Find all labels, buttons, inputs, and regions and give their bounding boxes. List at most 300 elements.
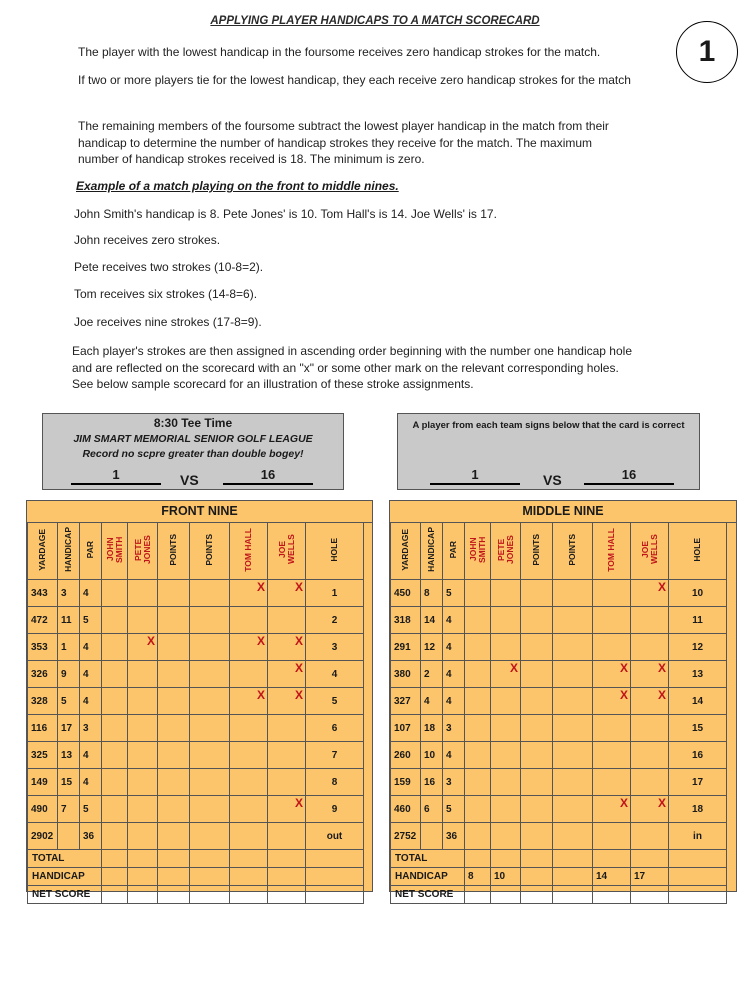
handicap-row-john[interactable]: 8 — [465, 868, 491, 886]
total-john — [465, 823, 491, 850]
cell-joe[interactable] — [268, 796, 306, 823]
hole-row — [28, 796, 364, 823]
total-hole: out — [306, 823, 364, 850]
cell-pete[interactable] — [128, 796, 158, 823]
cell-yardage: 326 — [28, 661, 58, 688]
cell-hole: 12 — [669, 634, 727, 661]
cell-tom[interactable] — [593, 634, 631, 661]
cell-joe[interactable] — [268, 769, 306, 796]
column-header-label: HOLE — [692, 537, 702, 562]
total-par: 36 — [80, 823, 102, 850]
net-score-row-hole — [669, 886, 727, 904]
net-score-row-john[interactable] — [465, 886, 491, 904]
hole-row — [391, 688, 727, 715]
cell-joe[interactable] — [631, 607, 669, 634]
cell-par: 3 — [443, 769, 465, 796]
cell-par: 4 — [80, 742, 102, 769]
cell-handicap: 11 — [58, 607, 80, 634]
cell-points2[interactable] — [553, 607, 593, 634]
cell-points1[interactable] — [158, 769, 190, 796]
cell-john[interactable] — [465, 634, 491, 661]
cell-points1[interactable] — [521, 742, 553, 769]
cell-yardage: 327 — [391, 688, 421, 715]
cell-points1[interactable] — [521, 607, 553, 634]
cell-handicap: 6 — [421, 796, 443, 823]
handicap-row-pete[interactable] — [128, 868, 158, 886]
cell-john[interactable] — [102, 769, 128, 796]
cell-points1[interactable] — [521, 580, 553, 607]
cell-joe[interactable] — [631, 769, 669, 796]
column-header-label: PETE JONES — [132, 535, 152, 564]
column-header-hole — [669, 523, 727, 580]
cell-john[interactable] — [465, 742, 491, 769]
cell-pete[interactable] — [128, 580, 158, 607]
cell-hole: 18 — [669, 796, 727, 823]
cell-points2[interactable] — [190, 607, 230, 634]
hole-row — [391, 742, 727, 769]
cell-john[interactable] — [102, 661, 128, 688]
cell-john[interactable] — [465, 607, 491, 634]
handicap-row-tom[interactable]: 14 — [593, 868, 631, 886]
cell-points2[interactable] — [553, 796, 593, 823]
total-points1 — [158, 823, 190, 850]
cell-tom[interactable] — [230, 796, 268, 823]
cell-tom[interactable] — [230, 607, 268, 634]
hole-row — [391, 634, 727, 661]
cell-joe[interactable] — [631, 661, 669, 688]
total-row-label: TOTAL — [391, 850, 465, 868]
column-header-points2 — [553, 523, 593, 580]
net-score-row-points1[interactable] — [521, 886, 553, 904]
cell-pete[interactable] — [128, 715, 158, 742]
cell-john[interactable] — [465, 715, 491, 742]
cell-points2[interactable] — [190, 580, 230, 607]
handicap-row-hole — [669, 868, 727, 886]
cell-points2[interactable] — [190, 715, 230, 742]
cell-points1[interactable] — [521, 661, 553, 688]
cell-tom[interactable] — [593, 796, 631, 823]
cell-points2[interactable] — [190, 742, 230, 769]
column-header-john — [102, 523, 128, 580]
cell-hole: 2 — [306, 607, 364, 634]
hole-row — [28, 688, 364, 715]
cell-points1[interactable] — [521, 715, 553, 742]
handicap-row-points2[interactable] — [190, 868, 230, 886]
column-header-label: PETE JONES — [495, 535, 515, 564]
cell-pete[interactable] — [128, 634, 158, 661]
hole-row — [28, 715, 364, 742]
stroke-mark: X — [657, 580, 666, 594]
cell-handicap: 1 — [58, 634, 80, 661]
cell-points2[interactable] — [190, 688, 230, 715]
net-score-row-pete[interactable] — [128, 886, 158, 904]
cell-joe[interactable] — [268, 688, 306, 715]
totals-row — [391, 823, 727, 850]
cell-hole: 8 — [306, 769, 364, 796]
total-yardage: 2902 — [28, 823, 58, 850]
column-header-pete — [491, 523, 521, 580]
column-header-label: HANDICAP — [63, 527, 73, 572]
net-score-row-tom[interactable] — [593, 886, 631, 904]
signature-header — [397, 413, 700, 490]
cell-hole: 5 — [306, 688, 364, 715]
cell-points2[interactable] — [553, 580, 593, 607]
cell-tom[interactable] — [230, 661, 268, 688]
cell-joe[interactable] — [268, 607, 306, 634]
cell-yardage: 291 — [391, 634, 421, 661]
document-title: APPLYING PLAYER HANDICAPS TO A MATCH SCORECARD — [210, 15, 540, 27]
cell-pete[interactable] — [491, 796, 521, 823]
team-b-number: 16 — [584, 467, 674, 485]
hole-row — [28, 769, 364, 796]
cell-par: 4 — [443, 661, 465, 688]
total-handicap — [421, 823, 443, 850]
cell-tom[interactable] — [593, 769, 631, 796]
cell-tom[interactable] — [593, 742, 631, 769]
cell-points1[interactable] — [521, 769, 553, 796]
stroke-mark: X — [619, 796, 628, 810]
cell-par: 4 — [80, 688, 102, 715]
net-score-row — [391, 886, 727, 904]
net-score-row-points2[interactable] — [553, 886, 593, 904]
handicap-row-points1[interactable] — [521, 868, 553, 886]
cell-pete[interactable] — [128, 769, 158, 796]
net-score-row-hole — [306, 886, 364, 904]
cell-tom[interactable] — [230, 715, 268, 742]
front-nine-title: FRONT NINE — [27, 501, 372, 523]
total-row-tom[interactable] — [230, 850, 268, 868]
cell-joe[interactable] — [631, 688, 669, 715]
cell-joe[interactable] — [631, 742, 669, 769]
cell-par: 4 — [80, 769, 102, 796]
net-score-row-joe[interactable] — [631, 886, 669, 904]
cell-points1[interactable] — [158, 742, 190, 769]
cell-tom[interactable] — [230, 742, 268, 769]
cell-points2[interactable] — [553, 634, 593, 661]
handicap-row-hole — [306, 868, 364, 886]
cell-joe[interactable] — [268, 580, 306, 607]
cell-yardage: 490 — [28, 796, 58, 823]
cell-pete[interactable] — [128, 688, 158, 715]
total-row-tom[interactable] — [593, 850, 631, 868]
total-joe — [268, 823, 306, 850]
cell-tom[interactable] — [230, 580, 268, 607]
total-pete — [128, 823, 158, 850]
handicap-row-points2[interactable] — [553, 868, 593, 886]
cell-points1[interactable] — [521, 796, 553, 823]
cell-par: 4 — [443, 742, 465, 769]
cell-yardage: 318 — [391, 607, 421, 634]
cell-john[interactable] — [465, 796, 491, 823]
cell-hole: 9 — [306, 796, 364, 823]
cell-joe[interactable] — [631, 796, 669, 823]
handicap-row-pete[interactable]: 10 — [491, 868, 521, 886]
total-tom — [230, 823, 268, 850]
column-header-label: POINTS — [168, 533, 178, 566]
cell-john[interactable] — [102, 796, 128, 823]
column-header-row — [28, 523, 364, 580]
total-tom — [593, 823, 631, 850]
cell-points1[interactable] — [158, 607, 190, 634]
cell-points1[interactable] — [158, 688, 190, 715]
column-header-john — [465, 523, 491, 580]
stroke-mark: X — [294, 796, 303, 810]
total-row-points2[interactable] — [190, 850, 230, 868]
middle-nine-title: MIDDLE NINE — [390, 501, 736, 523]
cell-hole: 6 — [306, 715, 364, 742]
cell-pete[interactable] — [491, 769, 521, 796]
handicap-row — [391, 868, 727, 886]
paragraph-lowest-handicap: The player with the lowest handicap in the foursome receives zero handicap strokes for the match. — [78, 45, 601, 59]
cell-john[interactable] — [102, 715, 128, 742]
cell-handicap: 3 — [58, 580, 80, 607]
cell-points1[interactable] — [158, 715, 190, 742]
cell-points2[interactable] — [553, 661, 593, 688]
cell-john[interactable] — [102, 607, 128, 634]
cell-john[interactable] — [465, 769, 491, 796]
column-header-points1 — [521, 523, 553, 580]
net-score-row-tom[interactable] — [230, 886, 268, 904]
cell-pete[interactable] — [491, 688, 521, 715]
cell-handicap: 16 — [421, 769, 443, 796]
cell-tom[interactable] — [230, 634, 268, 661]
cell-hole: 16 — [669, 742, 727, 769]
cell-john[interactable] — [102, 580, 128, 607]
cell-john[interactable] — [465, 688, 491, 715]
team-a-number: 1 — [430, 467, 520, 485]
cell-points2[interactable] — [190, 661, 230, 688]
cell-points2[interactable] — [190, 769, 230, 796]
cell-handicap: 5 — [58, 688, 80, 715]
cell-pete[interactable] — [491, 607, 521, 634]
column-header-label: TOM HALL — [243, 527, 253, 572]
column-header-label: HANDICAP — [426, 527, 436, 572]
team-matchup — [398, 467, 699, 489]
handicap-row-tom[interactable] — [230, 868, 268, 886]
total-yardage: 2752 — [391, 823, 421, 850]
cell-yardage: 260 — [391, 742, 421, 769]
cell-yardage: 149 — [28, 769, 58, 796]
tee-time: 8:30 Tee Time — [153, 416, 233, 430]
stroke-mark: X — [294, 661, 303, 675]
cell-yardage: 116 — [28, 715, 58, 742]
stroke-mark: X — [294, 688, 303, 702]
cell-pete[interactable] — [491, 661, 521, 688]
cell-yardage: 380 — [391, 661, 421, 688]
cell-points1[interactable] — [521, 688, 553, 715]
cell-par: 5 — [443, 796, 465, 823]
cell-joe[interactable] — [268, 715, 306, 742]
total-row-joe[interactable] — [268, 850, 306, 868]
cell-handicap: 7 — [58, 796, 80, 823]
net-score-row-pete[interactable] — [491, 886, 521, 904]
total-row-pete[interactable] — [128, 850, 158, 868]
cell-yardage: 353 — [28, 634, 58, 661]
hole-row — [391, 769, 727, 796]
cell-handicap: 13 — [58, 742, 80, 769]
cell-points2[interactable] — [553, 769, 593, 796]
column-header-label: JOE WELLS — [639, 534, 659, 565]
column-header-label: JOHN SMITH — [467, 536, 487, 563]
handicap-row — [28, 868, 364, 886]
total-row-points1[interactable] — [158, 850, 190, 868]
cell-hole: 13 — [669, 661, 727, 688]
stroke-mark: X — [657, 661, 666, 675]
cell-points2[interactable] — [190, 634, 230, 661]
cell-points1[interactable] — [158, 661, 190, 688]
example-line-joe: Joe receives nine strokes (17-8=9). — [74, 315, 262, 329]
front-nine-table — [27, 522, 364, 904]
column-header-label: PAR — [448, 540, 458, 559]
handicap-row-label: HANDICAP — [28, 868, 102, 886]
cell-tom[interactable] — [593, 580, 631, 607]
cell-pete[interactable] — [128, 661, 158, 688]
column-header-yardage — [28, 523, 58, 580]
total-row-joe[interactable] — [631, 850, 669, 868]
cell-points2[interactable] — [553, 688, 593, 715]
front-nine-scorecard — [26, 500, 373, 900]
paragraph-subtract-rule: The remaining members of the foursome subtract the lowest player handicap in the match from their handicap to determine the number of handicap strokes they receive for the match. The maximum number of handicap strokes received is 18. The minimum is zero. — [78, 119, 609, 166]
cell-hole: 10 — [669, 580, 727, 607]
stroke-mark: X — [509, 661, 518, 675]
cell-yardage: 460 — [391, 796, 421, 823]
handicap-row-joe[interactable]: 17 — [631, 868, 669, 886]
cell-yardage: 107 — [391, 715, 421, 742]
cell-par: 4 — [443, 634, 465, 661]
cell-joe[interactable] — [631, 715, 669, 742]
net-score-row-john[interactable] — [102, 886, 128, 904]
cell-points2[interactable] — [553, 715, 593, 742]
cell-points1[interactable] — [521, 634, 553, 661]
hole-row — [28, 742, 364, 769]
total-row — [28, 850, 364, 868]
column-header-label: HOLE — [329, 537, 339, 562]
cell-handicap: 8 — [421, 580, 443, 607]
column-header-label: JOHN SMITH — [104, 536, 124, 563]
cell-hole: 11 — [669, 607, 727, 634]
net-score-row — [28, 886, 364, 904]
cell-john[interactable] — [465, 580, 491, 607]
stroke-mark: X — [256, 634, 265, 648]
handicap-row-john[interactable] — [102, 868, 128, 886]
example-line-john: John receives zero strokes. — [74, 233, 221, 247]
total-row — [391, 850, 727, 868]
cell-hole: 3 — [306, 634, 364, 661]
total-row-points1[interactable] — [521, 850, 553, 868]
cell-yardage: 328 — [28, 688, 58, 715]
team-a-number: 1 — [71, 467, 161, 485]
handicap-row-points1[interactable] — [158, 868, 190, 886]
vs-label: VS — [180, 472, 199, 488]
handicap-row-label: HANDICAP — [391, 868, 465, 886]
cell-points1[interactable] — [158, 580, 190, 607]
cell-joe[interactable] — [268, 742, 306, 769]
totals-row — [28, 823, 364, 850]
total-row-john[interactable] — [465, 850, 491, 868]
cell-joe[interactable] — [268, 634, 306, 661]
handicap-row-joe[interactable] — [268, 868, 306, 886]
cell-tom[interactable] — [593, 661, 631, 688]
cell-yardage: 159 — [391, 769, 421, 796]
column-header-label: POINTS — [567, 533, 577, 566]
column-header-label: PAR — [85, 540, 95, 559]
stroke-mark: X — [657, 688, 666, 702]
cell-pete[interactable] — [491, 580, 521, 607]
cell-tom[interactable] — [593, 688, 631, 715]
net-score-row-points2[interactable] — [190, 886, 230, 904]
total-row-john[interactable] — [102, 850, 128, 868]
hole-row — [391, 580, 727, 607]
cell-pete[interactable] — [491, 742, 521, 769]
total-row-label: TOTAL — [28, 850, 102, 868]
cell-par: 4 — [80, 580, 102, 607]
stroke-mark: X — [294, 634, 303, 648]
cell-yardage: 325 — [28, 742, 58, 769]
cell-john[interactable] — [465, 661, 491, 688]
stroke-mark: X — [146, 634, 155, 648]
cell-handicap: 18 — [421, 715, 443, 742]
team-b-number: 16 — [223, 467, 313, 485]
column-header-joe — [631, 523, 669, 580]
cell-joe[interactable] — [631, 634, 669, 661]
net-score-row-label: NET SCORE — [28, 886, 102, 904]
page-number-badge: 1 — [676, 21, 738, 83]
match-header — [42, 413, 344, 490]
cell-tom[interactable] — [230, 688, 268, 715]
stroke-mark: X — [619, 661, 628, 675]
hole-row — [28, 580, 364, 607]
total-handicap — [58, 823, 80, 850]
column-header-handicap — [58, 523, 80, 580]
cell-points1[interactable] — [158, 634, 190, 661]
net-score-row-points1[interactable] — [158, 886, 190, 904]
cell-joe[interactable] — [268, 661, 306, 688]
cell-par: 4 — [80, 661, 102, 688]
example-heading: Example of a match playing on the front to middle nines. — [76, 179, 399, 193]
column-header-label: TOM HALL — [606, 527, 616, 572]
cell-pete[interactable] — [128, 607, 158, 634]
example-line-pete: Pete receives two strokes (10-8=2). — [74, 260, 264, 274]
column-header-label: JOE WELLS — [276, 534, 296, 565]
cell-pete[interactable] — [128, 742, 158, 769]
hole-row — [28, 634, 364, 661]
total-row-pete[interactable] — [491, 850, 521, 868]
cell-points2[interactable] — [190, 796, 230, 823]
column-header-label: YARDAGE — [400, 528, 410, 571]
cell-tom[interactable] — [593, 715, 631, 742]
cell-john[interactable] — [102, 742, 128, 769]
cell-tom[interactable] — [230, 769, 268, 796]
cell-tom[interactable] — [593, 607, 631, 634]
cell-points1[interactable] — [158, 796, 190, 823]
cell-john[interactable] — [102, 634, 128, 661]
cell-points2[interactable] — [553, 742, 593, 769]
cell-pete[interactable] — [491, 634, 521, 661]
hole-row — [391, 796, 727, 823]
cell-joe[interactable] — [631, 580, 669, 607]
cell-yardage: 450 — [391, 580, 421, 607]
column-header-label: POINTS — [204, 533, 214, 566]
stroke-mark: X — [256, 688, 265, 702]
middle-nine-scorecard — [389, 500, 737, 900]
stroke-mark: X — [256, 580, 265, 594]
net-score-row-joe[interactable] — [268, 886, 306, 904]
cell-john[interactable] — [102, 688, 128, 715]
total-row-points2[interactable] — [553, 850, 593, 868]
cell-pete[interactable] — [491, 715, 521, 742]
cell-handicap: 15 — [58, 769, 80, 796]
cell-handicap: 17 — [58, 715, 80, 742]
